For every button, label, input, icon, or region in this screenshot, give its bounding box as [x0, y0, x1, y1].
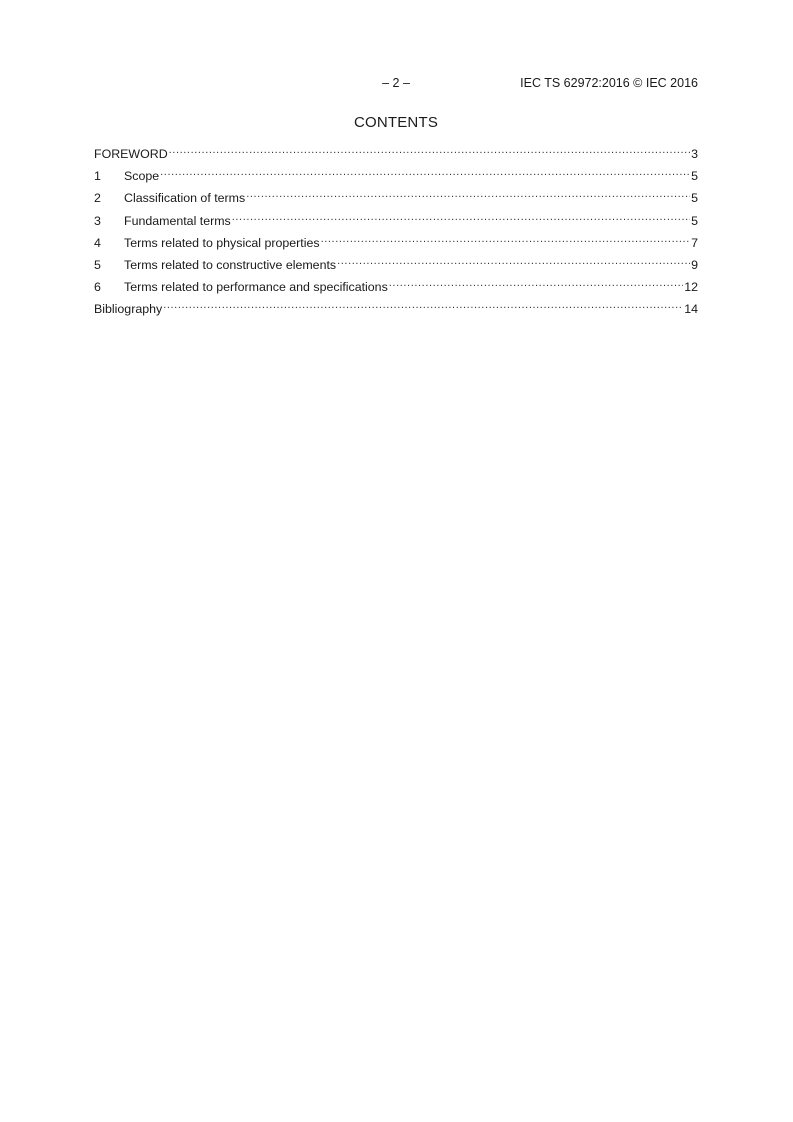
- toc-entry-number: 5: [94, 257, 101, 272]
- toc-entry-classification[interactable]: [94, 188, 698, 210]
- toc-entry-number: 2: [94, 191, 101, 206]
- document-identifier: IEC TS 62972:2016 © IEC 2016: [520, 76, 698, 90]
- toc-dot-leader: [160, 166, 690, 180]
- page-header: [94, 76, 698, 92]
- toc-entry-page: 5: [691, 213, 698, 228]
- toc-entry-page: 14: [684, 302, 698, 317]
- toc-entry-scope[interactable]: [94, 166, 698, 188]
- toc-entry-title: Bibliography: [94, 302, 163, 317]
- toc-entry-title: Terms related to constructive elements: [124, 257, 337, 272]
- toc-entry-title: FOREWORD: [94, 147, 168, 161]
- toc-entry-number: 1: [94, 169, 101, 184]
- toc-dot-leader: [389, 277, 683, 291]
- toc-entry-page: 3: [691, 147, 698, 161]
- toc-dot-leader: [337, 255, 690, 269]
- toc-dot-leader: [232, 211, 690, 225]
- toc-dot-leader: [163, 299, 683, 313]
- toc-entry-title: Scope: [124, 169, 160, 184]
- toc-entry-title: Classification of terms: [124, 191, 246, 206]
- toc-entry-number: 3: [94, 213, 101, 228]
- toc-entry-number: 6: [94, 280, 101, 295]
- toc-entry-constructive-elements[interactable]: [94, 255, 698, 277]
- toc-dot-leader: [321, 233, 691, 247]
- toc-entry-title: Terms related to physical properties: [124, 235, 320, 250]
- toc-entry-bibliography[interactable]: [94, 299, 698, 321]
- toc-entry-foreword[interactable]: [94, 144, 698, 166]
- toc-entry-fundamental-terms[interactable]: [94, 211, 698, 233]
- page-number: – 2 –: [382, 76, 410, 90]
- toc-entry-physical-properties[interactable]: [94, 233, 698, 255]
- toc-entry-title: Fundamental terms: [124, 213, 231, 228]
- toc-entry-page: 5: [691, 191, 698, 206]
- toc-dot-leader: [246, 188, 690, 202]
- toc-entry-page: 12: [684, 280, 698, 295]
- toc-entry-page: 5: [691, 169, 698, 184]
- page-title: CONTENTS: [353, 114, 439, 131]
- toc-dot-leader: [169, 144, 690, 158]
- toc-entry-page: 7: [691, 235, 698, 250]
- toc-entry-number: 4: [94, 235, 101, 250]
- toc-entry-page: 9: [691, 257, 698, 272]
- toc-entry-title: Terms related to performance and specifications: [124, 280, 388, 295]
- table-of-contents: [94, 144, 698, 322]
- toc-entry-performance-specifications[interactable]: [94, 277, 698, 299]
